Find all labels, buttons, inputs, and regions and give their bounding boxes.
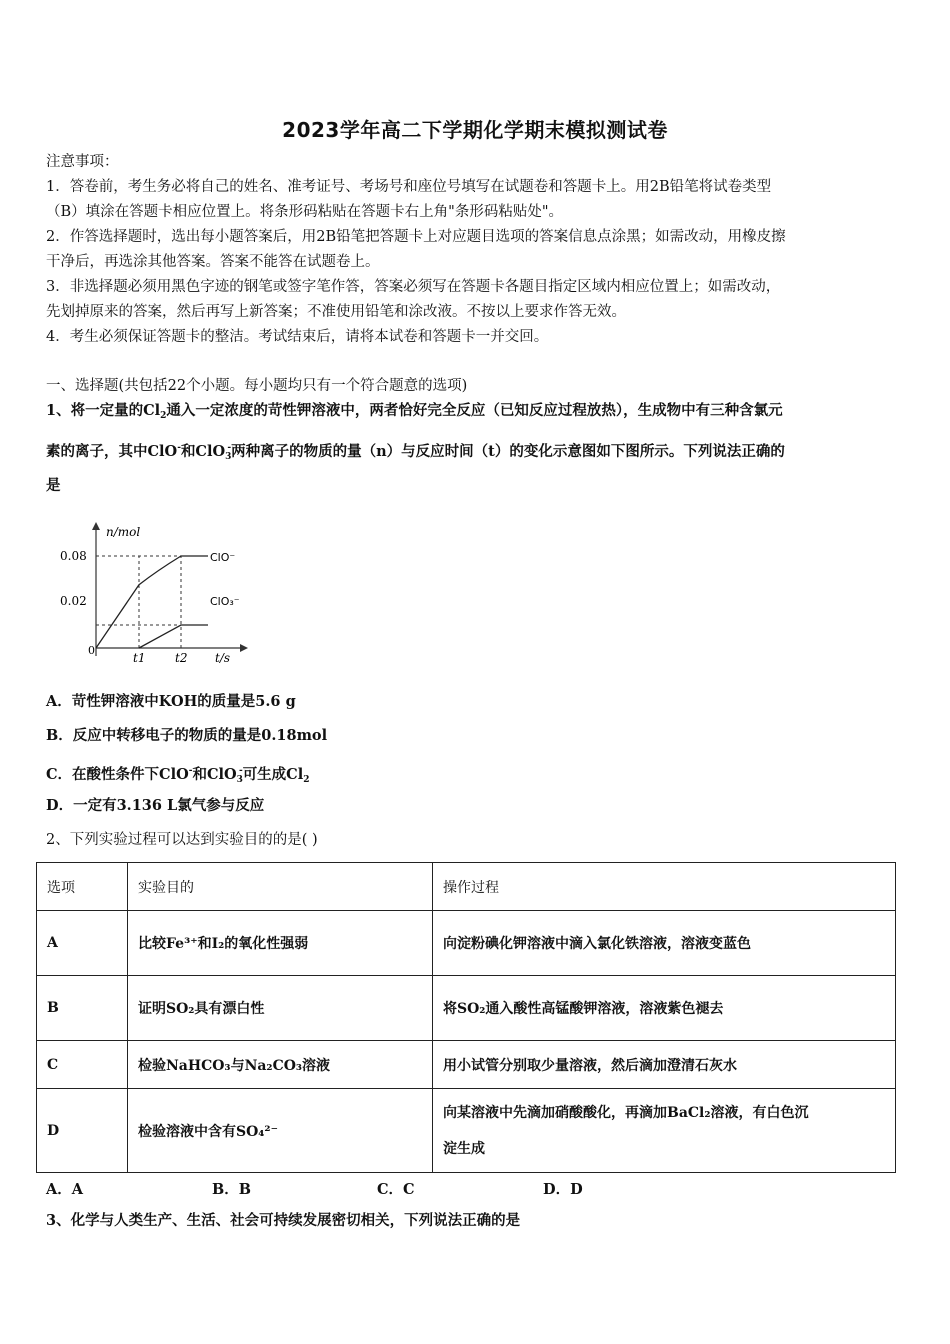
table-cell: 向某溶液中先滴加硝酸酸化，再滴加BaCl₂溶液，有白色沉 淀生成 [433, 1089, 896, 1173]
table-row [37, 1041, 896, 1089]
q1-chart [50, 518, 250, 668]
x-tick-label: t1 [133, 651, 146, 665]
page-title: 2023学年高二下学期化学期末模拟测试卷 [282, 118, 668, 142]
q1-stem-line2: 素的离子，其中ClO-和ClO$_3$-两种离子的物质的量（n）与反应时间（t）的变化示意图如下图所示。下列说法正确的 [46, 443, 785, 462]
table-cell: 检验溶液中含有SO₄²⁻ [128, 1089, 433, 1173]
notice-line: 先划掉原来的答案，然后再写上新答案；不准使用铅笔和涂改液。不按以上要求作答无效。 [46, 304, 626, 320]
table-header: 选项 [37, 863, 128, 911]
table-cell: 将SO₂通入酸性高锰酸钾溶液，溶液紫色褪去 [433, 976, 896, 1041]
notice-line: 2．作答选择题时，选出每小题答案后，用2B铅笔把答题卡上对应题目选项的答案信息点涂黑；如需改动，用橡皮擦 [46, 229, 786, 245]
q1-option-d: D．一定有3.136 L氯气参与反应 [46, 797, 265, 814]
y-axis-label: n/mol [106, 525, 141, 539]
q2-answer-d: D．D [543, 1181, 583, 1198]
q3-stem: 3、化学与人类生产、生活、社会可持续发展密切相关，下列说法正确的是 [46, 1212, 521, 1229]
legend-clo: ClO⁻ [210, 551, 236, 564]
notice-line: 4．考生必须保证答题卡的整洁。考试结束后，请将本试卷和答题卡一并交回。 [46, 329, 549, 345]
notice-line: 1．答卷前，考生务必将自己的姓名、准考证号、考场号和座位号填写在试题卷和答题卡上。用2B铅笔将试卷类型 [46, 179, 772, 195]
q2-answer-b: B．B [212, 1181, 252, 1198]
q1-option-c: C．在酸性条件下ClO-和ClO$_3$-可生成$Cl_2$ [46, 766, 310, 785]
table-cell: D [37, 1089, 128, 1173]
table-row [37, 976, 896, 1041]
legend-clo3: ClO₃⁻ [210, 595, 240, 608]
table-cell: C [37, 1041, 128, 1089]
table-header: 操作过程 [433, 863, 896, 911]
notice-line: （B）填涂在答题卡相应位置上。将条形码粘贴在答题卡右上角"条形码粘贴处"。 [46, 204, 563, 220]
table-row [37, 911, 896, 976]
y-axis-arrow [92, 522, 100, 530]
table-cell: A [37, 911, 128, 976]
table-row [37, 1089, 896, 1173]
y-tick-label: 0.08 [60, 549, 87, 563]
series-line-clo3 [139, 625, 208, 648]
q2-stem: 2、下列实验过程可以达到实验目的的是( ) [46, 832, 318, 848]
q1-option-b: B．反应中转移电子的物质的量是0.18mol [46, 727, 328, 744]
table-cell: 向淀粉碘化钾溶液中滴入氯化铁溶液，溶液变蓝色 [433, 911, 896, 976]
notice-heading: 注意事项： [46, 154, 119, 170]
table-cell: 证明SO₂具有漂白性 [128, 976, 433, 1041]
notice-line: 干净后，再选涂其他答案。答案不能答在试题卷上。 [46, 254, 380, 270]
y-tick-label: 0.02 [60, 594, 87, 608]
q2-table [36, 862, 896, 1173]
q2-answer-a: A．A [46, 1181, 84, 1198]
q1-stem-line3: 是 [46, 477, 61, 494]
series-line-clo [96, 556, 208, 648]
table-cell: 检验NaHCO₃与Na₂CO₃溶液 [128, 1041, 433, 1089]
x-axis-label: t/s [215, 651, 231, 665]
table-header-row [37, 863, 896, 911]
table-cell: 用小试管分别取少量溶液，然后滴加澄清石灰水 [433, 1041, 896, 1089]
q2-answer-c: C．C [377, 1181, 415, 1198]
table-cell: B [37, 976, 128, 1041]
q1-option-a: A．苛性钾溶液中KOH的质量是5.6 g [46, 693, 296, 710]
table-header: 实验目的 [128, 863, 433, 911]
q1-chart-axes [92, 522, 248, 656]
x-tick-label: t2 [175, 651, 188, 665]
notice-line: 3．非选择题必须用黑色字迹的钢笔或签字笔作答，答案必须写在答题卡各题目指定区域内相应位置上；如需改动， [46, 279, 781, 295]
table-cell: 比较Fe³⁺和I₂的氧化性强弱 [128, 911, 433, 976]
section-heading: 一、选择题(共包括22个小题。每小题均只有一个符合题意的选项) [46, 378, 468, 394]
x-tick-label: 0 [88, 644, 95, 657]
x-axis-arrow [240, 644, 248, 652]
q1-stem-line1: 1、将一定量的$Cl_2$通入一定浓度的苛性钾溶液中，两者恰好完全反应（已知反应过程放热），生成物中有三种含氯元 [46, 402, 783, 421]
